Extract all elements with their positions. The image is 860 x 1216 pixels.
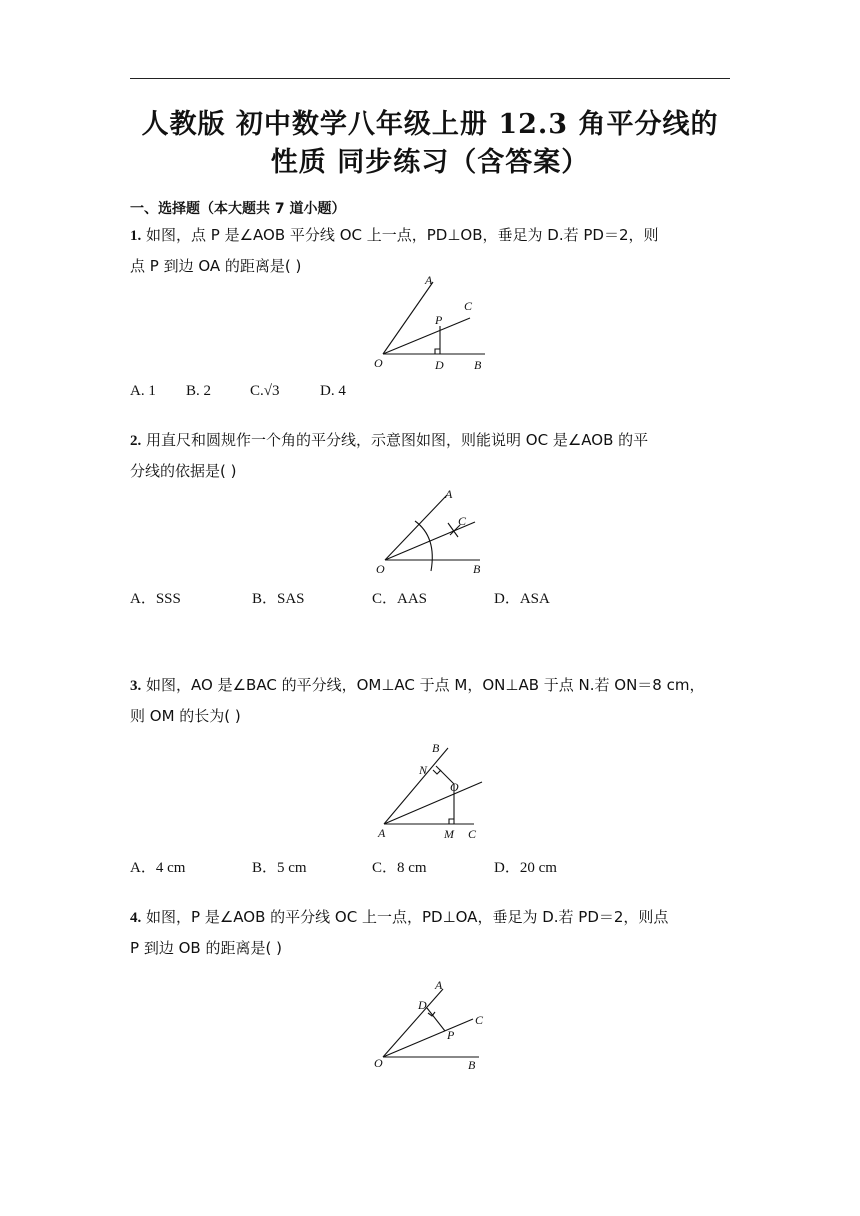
q3-options	[130, 856, 557, 877]
label-b: B	[474, 358, 482, 372]
label-b: B	[432, 741, 440, 755]
label-b: B	[468, 1058, 476, 1072]
label-c: C	[475, 1013, 484, 1027]
option-a: A．4 cm	[130, 860, 186, 876]
q2-figure	[365, 485, 500, 580]
option-a: A．SSS	[130, 591, 181, 607]
q2-options	[130, 587, 550, 608]
option-a: A. 1	[130, 383, 156, 399]
option-b: B．5 cm	[252, 860, 307, 876]
label-c: C	[464, 299, 473, 313]
document-title	[130, 106, 730, 182]
label-n: N	[419, 763, 428, 777]
label-a: A	[435, 978, 443, 992]
q1-figure	[360, 268, 510, 378]
label-p: P	[435, 313, 443, 327]
question-number: 1.	[130, 228, 142, 244]
question-text-line1: 如图，AO 是∠BAC 的平分线，OM⊥AC 于点 M，ON⊥AB 于点 N.若 ON＝8 cm，	[146, 676, 705, 694]
label-a: A	[425, 273, 433, 287]
option-b: B. 2	[186, 383, 212, 399]
question-number: 3.	[130, 678, 142, 694]
q1-options	[130, 383, 346, 400]
label-o: O	[450, 780, 459, 794]
label-o: O	[374, 1056, 383, 1070]
question-4	[130, 902, 730, 963]
label-c: C	[468, 827, 477, 841]
question-text-line1: 用直尺和圆规作一个角的平分线，示意图如图，则能说明 OC 是∠AOB 的平	[146, 431, 649, 449]
title-line-1: 人教版 初中数学八年级上册 12.3 角平分线的	[141, 109, 719, 140]
label-p: P	[447, 1028, 455, 1042]
option-d: D．20 cm	[494, 860, 557, 876]
question-text-line1: 如图，点 P 是∠AOB 平分线 OC 上一点，PD⊥OB，垂足为 D.若 PD＝2，则	[146, 226, 659, 244]
q3-figure	[370, 738, 500, 843]
option-b: B．SAS	[252, 591, 305, 607]
question-text-line2: 分线的依据是( )	[130, 462, 237, 480]
question-text-line1: 如图，P 是∠AOB 的平分线 OC 上一点，PD⊥OA，垂足为 D.若 PD＝2，则点	[146, 908, 669, 926]
question-number: 2.	[130, 433, 142, 449]
label-o: O	[376, 562, 385, 576]
label-a: A	[378, 826, 386, 840]
label-m: M	[444, 827, 454, 841]
label-o: O	[374, 356, 383, 370]
option-c: C．AAS	[372, 591, 428, 607]
title-line-2: 性质 同步练习（含答案）	[270, 147, 590, 178]
q4-figure	[365, 975, 500, 1075]
question-text-line2: 则 OM 的长为( )	[130, 707, 241, 725]
question-number: 4.	[130, 910, 142, 926]
question-text-line2: 点 P 到边 OA 的距离是( )	[130, 257, 302, 275]
option-d: D. 4	[320, 383, 346, 399]
question-2	[130, 425, 730, 486]
option-d: D．ASA	[494, 591, 550, 607]
label-b: B	[473, 562, 481, 576]
option-c: C．8 cm	[372, 860, 427, 876]
label-d: D	[418, 998, 427, 1012]
label-a: A	[445, 487, 453, 501]
option-c: C.√3	[250, 383, 280, 399]
label-c: C	[458, 514, 467, 528]
label-d: D	[435, 358, 444, 372]
question-3	[130, 670, 730, 731]
section-heading: 一、选择题（本大题共 7 道小题）	[130, 201, 346, 217]
question-text-line2: P 到边 OB 的距离是( )	[130, 939, 282, 957]
header-rule	[130, 78, 730, 79]
